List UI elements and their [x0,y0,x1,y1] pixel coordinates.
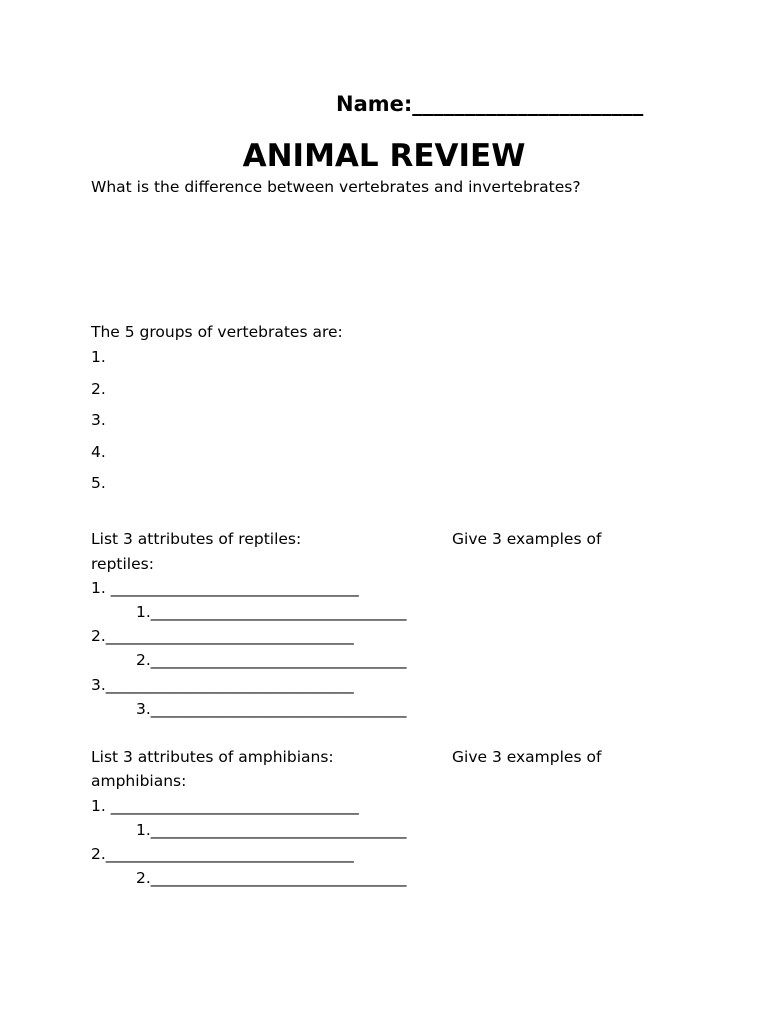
amphibians-heading-wrap: amphibians: [91,772,187,790]
reptiles-examples-heading: Give 3 examples of [452,530,602,548]
question-text: What is the difference between vertebrates and invertebrates? [91,178,581,196]
reptile-attribute-line: 2.________________________________ [91,627,354,645]
vertebrate-groups-intro: The 5 groups of vertebrates are: [91,323,343,341]
reptiles-attributes-heading: List 3 attributes of reptiles: [91,530,302,548]
reptile-example-line: 1._________________________________ [136,603,407,621]
amphibian-attribute-line: 1. ________________________________ [91,797,359,815]
vertebrate-group-item: 5. [91,474,106,492]
amphibians-examples-heading: Give 3 examples of [452,748,602,766]
reptile-example-line: 3._________________________________ [136,700,407,718]
vertebrate-group-item: 2. [91,380,106,398]
vertebrate-group-item: 1. [91,348,106,366]
amphibian-attribute-line: 2.________________________________ [91,845,354,863]
vertebrate-group-item: 4. [91,443,106,461]
reptiles-heading-wrap: reptiles: [91,555,154,573]
amphibians-attributes-heading: List 3 attributes of amphibians: [91,748,334,766]
amphibian-example-line: 2._________________________________ [136,869,407,887]
reptile-example-line: 2._________________________________ [136,651,407,669]
reptile-attribute-line: 1. ________________________________ [91,579,359,597]
amphibian-example-line: 1._________________________________ [136,821,407,839]
vertebrate-group-item: 3. [91,411,106,429]
page-title: ANIMAL REVIEW [242,138,526,174]
reptile-attribute-line: 3.________________________________ [91,676,354,694]
name-field-label: Name:______________________ [336,92,644,116]
